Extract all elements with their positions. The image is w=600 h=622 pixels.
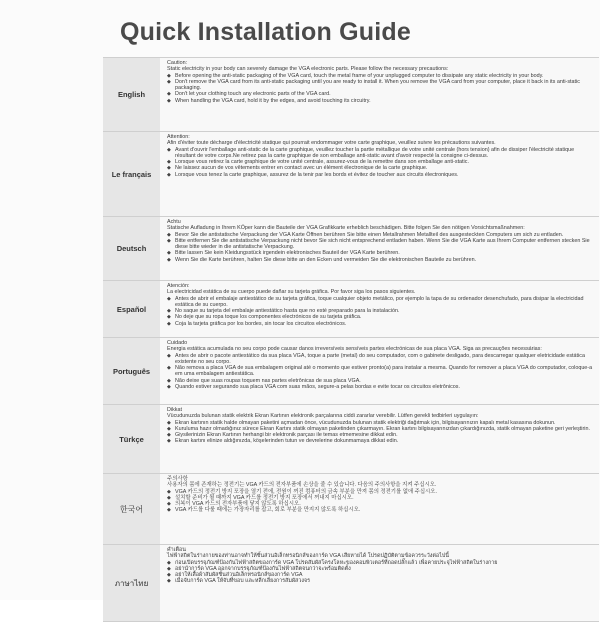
bullet-list — [167, 420, 595, 445]
page-title: Quick Installation Guide — [120, 18, 411, 46]
bullet-item: ◆ Giysilerinizin Ekran Kartının herhangi bir elektronik parçası ile temas etmemesine dikkat edin. — [167, 432, 595, 438]
bullet-item: ◆ Kuruluma hazır olmadığınız sürece Ekran Kartını statik olmayan paketinden çıkarmayın. Ekran kartını bilgisayarınızdan çıkardığınızda, statik olmayan paketine geri yerleştirin. — [167, 426, 595, 432]
language-label: English — [103, 58, 160, 131]
bullet-item: ◆ อย่านำการ์ด VGA ออกจากบรรจุภัณฑ์ป้องกันไฟฟ้าสถิตจนกว่าจะพร้อมติดตั้ง — [167, 566, 595, 572]
caption: Caution: — [167, 60, 188, 66]
bullet-item: ◆ Before opening the anti-static packaging of the VGA card, touch the metal frame of your unplugged computer to dissipate any static electricity in your body. — [167, 73, 595, 79]
section-portuguese — [103, 337, 599, 404]
intro-text: Afin d'éviter toute décharge d'électricité statique qui pourrait endommager votre carte graphique, veuillez suivre les précautions suivantes. — [167, 140, 496, 147]
bullet-list — [167, 73, 595, 104]
intro-text: Energia estática acumulada no seu corpo pode causar danos irreversíveis sensíveis partes electrónicas de sua placa VGA. Siga as precauções necessárias: — [167, 346, 542, 353]
bullet-item: ◆ Bitte lassen Sie kein Kleidungsstück irgendein elektronisches Bauteil der VGA Karte berühren. — [167, 250, 595, 256]
bullet-item: ◆ Don't let your clothing touch any electronic parts of the VGA card. — [167, 91, 595, 97]
section-text — [160, 545, 599, 621]
language-label: Português — [103, 338, 160, 404]
section-korean — [103, 473, 599, 544]
intro-text: La electricidad estática de su cuerpo puede dañar su tarjeta gráfica. Por favor siga los pasos siguientes. — [167, 289, 416, 296]
section-text — [160, 58, 599, 131]
bullet-list — [167, 560, 595, 585]
bullet-item: ◆ Ne laissez aucun de vos vêtements entrer en contact avec un élément électronique de la carte graphique. — [167, 165, 595, 171]
bullet-list — [167, 232, 595, 263]
language-label: Español — [103, 281, 160, 337]
bullet-item: ◆ Não deixe que suas roupas toquem nas partes eletrônicas de sua placa VGA. — [167, 378, 595, 384]
section-german — [103, 216, 599, 280]
section-text — [160, 474, 599, 544]
bullet-item: ◆ Não remova a placa VGA de sua embalagem original até o momento que estiver pronto(a) para instalar a mesma. Quando for remover a placa VGA do computador, coloque-a em uma embalagem antiestática. — [167, 365, 595, 378]
bullet-item: ◆ When handling the VGA card, hold it by the edges, and avoid touching its circuitry. — [167, 98, 595, 104]
section-text — [160, 132, 599, 216]
language-label: Deutsch — [103, 217, 160, 280]
bullet-item: ◆ VGA 카드의 정전기 방지 포장을 열기 전에, 전원이 꺼진 컴퓨터의 금속 부분을 만져 몸의 정전기를 없애 주십시오. — [167, 489, 595, 495]
bullet-item: ◆ อย่าให้เสื้อผ้าสัมผัสชิ้นส่วนอิเล็กทรอนิกส์ของการ์ด VGA — [167, 572, 595, 578]
bullet-item: ◆ Coja la tarjeta gráfica por los bordes, sin tocar los circuitos electrónicos. — [167, 321, 595, 327]
section-text — [160, 217, 599, 280]
bullet-item: ◆ 의복이 VGA 카드의 전자부품에 닿지 않도록 하십시오. — [167, 501, 595, 507]
bullet-item: ◆ Avant d'ouvrir l'emballage anti-static de la carte graphique, veuillez toucher la partie métallique de votre unité centrale (hors tension) afin de dissiper l'électricité statique résultant de votre corps.Ne retirez pas la carte graphique de son emballage anti-static avant d'avoir respecté la consigne ci-dessus. — [167, 147, 595, 160]
section-french — [103, 131, 599, 216]
section-text — [160, 405, 599, 473]
section-spanish — [103, 280, 599, 337]
bullet-list — [167, 489, 595, 514]
bullet-item: ◆ No saque su tarjeta del embalaje antiestático hasta que no esté preparado para la instalación. — [167, 308, 595, 314]
language-label: Le français — [103, 132, 160, 216]
bullet-item: ◆ Antes de abrir o pacote antiestático da sua placa VGA, toque a parte (metal) do seu computador, com o gabinete desligado, para descarregar qualquer eletricidade estática existente no seu corpo. — [167, 353, 595, 366]
language-label: Türkçe — [103, 405, 160, 473]
language-label: 한국어 — [103, 474, 160, 544]
bullet-item: ◆ Lorsque vous retirez la carte graphique de votre unité centrale, assurez-vous de la remettre dans son emballage anti-static. — [167, 159, 595, 165]
bullet-item: ◆ 설치할 준비가 될 때까지 VGA 카드를 정전기 방지 포장에서 꺼내지 마십시오. — [167, 495, 595, 501]
language-sections — [103, 57, 599, 622]
bullet-list — [167, 147, 595, 178]
bullet-item: ◆ Ekran kartını elinize aldığınızda, köşelerinden tutun ve devrelerine dokunmamaya dikkat edin. — [167, 438, 595, 444]
section-thai — [103, 544, 599, 622]
caption: Attention: — [167, 134, 190, 140]
bullet-item: ◆ Don't remove the VGA card from its anti-static packaging until you are ready to install it. When you remove the VGA card from your computer, place it back in its anti-static packaging. — [167, 79, 595, 92]
bullet-item: ◆ Quando estiver segurando sua placa VGA com suas mãos, segure-a pelas bordas e evite tocar os circuitos eletrônicos. — [167, 384, 595, 390]
bullet-item: ◆ VGA 카드를 다룰 때에는 가장자리를 잡고, 회로 부분을 만지지 않도록 하십시오. — [167, 507, 595, 513]
intro-text: ไฟฟ้าสถิตในร่างกายของท่านอาจทำให้ชิ้นส่วนอิเล็กทรอนิกส์ของการ์ด VGA เสียหายได้ โปรดปฏิบัติตามข้อควรระวังต่อไปนี้ — [167, 553, 449, 560]
section-text — [160, 338, 599, 404]
bullet-list — [167, 353, 595, 391]
intro-text: Static electricity in your body can severely damage the VGA electronic parts. Please follow the necessary precautions: — [167, 66, 449, 73]
bullet-item: ◆ Ekran kartının statik halde olmayan paketini açmadan önce, vücudunuzda bulunan statik elektriği dağıtmak için, bilgisayarınızın kapalı metal kasasına dokunun. — [167, 420, 595, 426]
bullet-item: ◆ No deje que su ropa toque los componentes electrónicos de su tarjeta gráfica. — [167, 314, 595, 320]
bullet-item: ◆ Lorsque vous tenez la carte graphique, assurez de la tenir par les bords et évitez de toucher aux circuits électroniques. — [167, 172, 595, 178]
bullet-item: ◆ ก่อนเปิดบรรจุภัณฑ์ป้องกันไฟฟ้าสถิตของการ์ด VGA โปรดสัมผัสโครงโลหะของคอมพิวเตอร์ที่ถอดปลั๊กแล้ว เพื่อคายประจุไฟฟ้าสถิตในร่างกาย — [167, 560, 595, 566]
caption: Achtu — [167, 219, 181, 225]
section-turkish — [103, 404, 599, 473]
caption: 주의사항 — [167, 476, 188, 482]
intro-text: Statische Aufladung in Ihrem KÖper kann die Bauteile der VGA Grafikkarte erheblich beschädigen. Bitte folgen Sie den nötigen Vorsichtsmaßnahmen: — [167, 225, 525, 232]
bullet-list — [167, 296, 595, 327]
language-label: ภาษาไทย — [103, 545, 160, 621]
caption: Dikkat — [167, 407, 182, 413]
caption: Atención: — [167, 283, 190, 289]
bullet-item: ◆ Bitte entfernen Sie die antistatische Verpackung nicht bevor Sie sich nicht entsprechend entladen haben. Wenn Sie die VGA Karte aus Ihrem Computer entfernen stecken Sie diese bitte wieder in die antistatische Verpackung. — [167, 238, 595, 251]
section-text — [160, 281, 599, 337]
bullet-item: ◆ Wenn Sie die Karte berühren, halten Sie diese bitte an den Ecken und vermeiden Sie die elektronischen Bauteile zu berühren. — [167, 257, 595, 263]
section-english — [103, 57, 599, 131]
caption: Cuidado — [167, 340, 188, 346]
bullet-item: ◆ Antes de abrir el embalaje antiestático de su tarjeta gráfica, toque cualquier objeto metálico, por ejemplo la tapa de su ordenador desenchufado, para disipar la electricidad estática de su cuerpo. — [167, 296, 595, 309]
caption: คำเตือน — [167, 547, 186, 553]
bullet-item: ◆ Bevor Sie die antistatische Verpackung der VGA Karte Öffnen berühren Sie bitte einen Metallrahmen Metallteil des ausgesteckten Computers um sich zu entladen. — [167, 232, 595, 238]
intro-text: Vücudunuzda bulunan statik elektrik Ekran Kartının elektronik parçalarına ciddi zararlar verebilir. Lütfen gerekli tedbirleri uygulayın: — [167, 413, 479, 420]
intro-text: 사용자의 몸에 존재하는 정전기는 VGA 카드의 전자부품에 손상을 줄 수 있습니다. 다음의 주의사항을 지켜 주십시오. — [167, 482, 437, 489]
bullet-item: ◆ เมื่อจับการ์ด VGA ให้จับที่ขอบ และหลีกเลี่ยงการสัมผัสวงจร — [167, 578, 595, 584]
